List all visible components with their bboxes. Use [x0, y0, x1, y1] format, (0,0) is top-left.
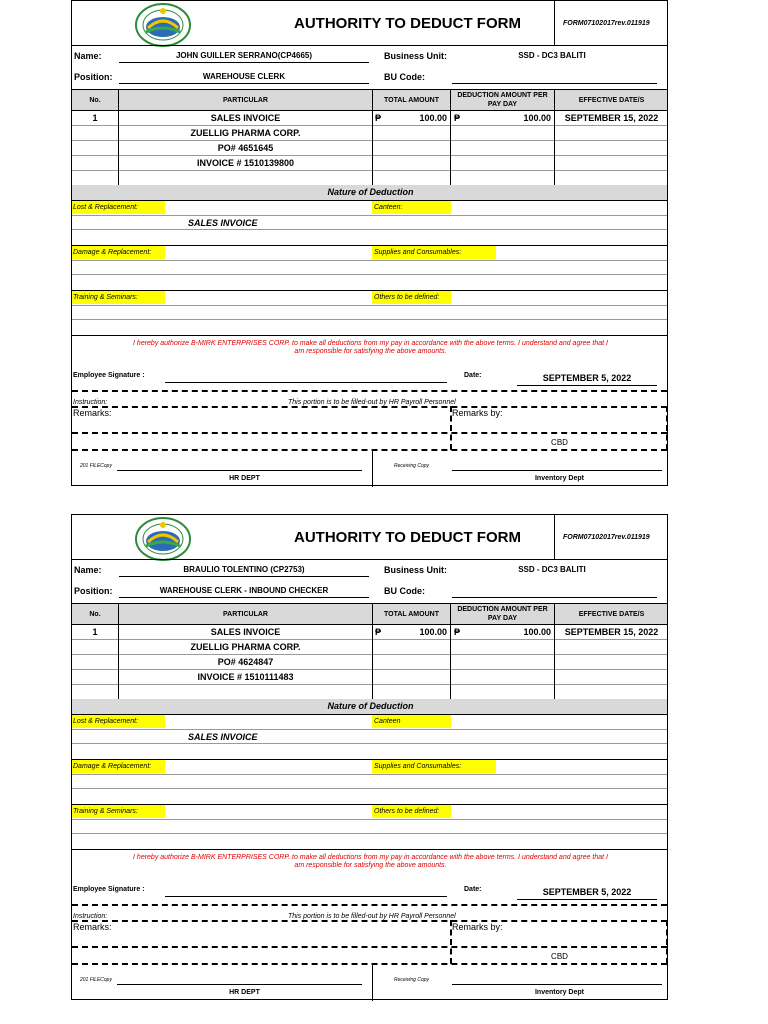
employee-signature-label: Employee Signature : — [73, 372, 145, 379]
company-logo — [134, 2, 192, 48]
lost-replacement-label: Lost & Replacement: — [73, 718, 138, 725]
cbd-label: CBD — [551, 438, 568, 447]
canteen-label: Canteen — [374, 718, 401, 725]
training-seminars-label: Training & Seminars: — [73, 808, 138, 815]
header-particular: PARTICULAR — [223, 97, 268, 104]
instruction-text: This portion is to be filled-out by HR Payroll Personnel — [288, 913, 456, 920]
effective-date-value: SEPTEMBER 15, 2022 — [564, 627, 659, 637]
hr-dept-label: HR DEPT — [229, 475, 260, 482]
inventory-dept-label: Inventory Dept — [534, 475, 584, 482]
instruction-text: This portion is to be filled-out by HR Payroll Personnel — [288, 399, 456, 406]
others-label: Others to be defined: — [374, 294, 440, 301]
nature-of-deduction-label: Nature of Deduction — [327, 701, 414, 711]
training-seminars-label: Training & Seminars: — [73, 294, 138, 301]
nature-of-deduction-label: Nature of Deduction — [327, 187, 414, 197]
particular-line: PO# 4624847 — [217, 657, 274, 667]
position-value: WAREHOUSE CLERK — [202, 72, 286, 81]
header-deduction-line2: PAY DAY — [487, 101, 518, 108]
particular-line: ZUELLIG PHARMA CORP. — [190, 128, 301, 138]
receiving-copy-label: Receiving Copy — [394, 463, 430, 469]
file-copy-label: 201 FILECopy — [80, 977, 112, 983]
currency-symbol: ₱ — [454, 113, 461, 123]
business-unit-value: SSD - DC3 BALITI — [518, 51, 586, 60]
date-value: SEPTEMBER 5, 2022 — [542, 373, 632, 383]
company-logo — [134, 516, 192, 562]
position-label: Position: — [74, 586, 113, 596]
name-value: BRAULIO TOLENTINO (CP2753) — [183, 565, 305, 574]
receiving-copy-label: Receiving Copy — [394, 977, 430, 983]
particular-line: INVOICE # 1510111483 — [197, 672, 294, 682]
form-code: FORM07102017rev.011919 — [563, 534, 650, 541]
header-deduction-line1: DEDUCTION AMOUNT PER — [457, 606, 548, 613]
particular-line: SALES INVOICE — [210, 113, 281, 123]
particular-line: INVOICE # 1510139800 — [196, 158, 295, 168]
header-effective: EFFECTIVE DATE/S — [578, 97, 645, 104]
date-label: Date: — [464, 372, 482, 379]
remarks-by-label: Remarks by: — [452, 922, 503, 932]
bu-code-label: BU Code: — [384, 586, 425, 596]
authorization-text: am responsible for satisfying the above amounts. — [294, 862, 447, 869]
date-value: SEPTEMBER 5, 2022 — [542, 887, 632, 897]
total-amount-value: 100.00 — [419, 113, 447, 123]
currency-symbol: ₱ — [375, 627, 382, 637]
business-unit-label: Business Unit: — [384, 51, 448, 61]
header-total-amount: TOTAL AMOUNT — [384, 97, 439, 104]
total-amount-value: 100.00 — [419, 627, 447, 637]
inventory-dept-label: Inventory Dept — [534, 989, 584, 996]
business-unit-label: Business Unit: — [384, 565, 448, 575]
remarks-label: Remarks: — [73, 408, 112, 418]
deduction-amount-value: 100.00 — [523, 113, 551, 123]
particular-line: PO# 4651645 — [217, 143, 274, 153]
remarks-label: Remarks: — [73, 922, 112, 932]
lost-replacement-value: SALES INVOICE — [188, 218, 258, 228]
effective-date-value: SEPTEMBER 15, 2022 — [564, 113, 659, 123]
authorization-text: am responsible for satisfying the above amounts. — [294, 348, 447, 355]
currency-symbol: ₱ — [454, 627, 461, 637]
currency-symbol: ₱ — [375, 113, 382, 123]
name-label: Name: — [74, 565, 102, 575]
canteen-label: Canteen: — [374, 204, 403, 211]
form-title: AUTHORITY TO DEDUCT FORM — [294, 529, 521, 546]
damage-replacement-label: Damage & Replacement: — [73, 763, 152, 770]
remarks-by-label: Remarks by: — [452, 408, 503, 418]
deduction-amount-value: 100.00 — [523, 627, 551, 637]
form-code: FORM07102017rev.011919 — [563, 20, 650, 27]
cbd-label: CBD — [551, 952, 568, 961]
authority-to-deduct-form — [71, 514, 668, 1000]
employee-signature-label: Employee Signature : — [73, 886, 145, 893]
supplies-consumables-label: Supplies and Consumables: — [374, 763, 462, 770]
lost-replacement-value: SALES INVOICE — [188, 732, 258, 742]
row-no: 1 — [92, 113, 98, 123]
lost-replacement-label: Lost & Replacement: — [73, 204, 138, 211]
bu-code-label: BU Code: — [384, 72, 425, 82]
particular-line: SALES INVOICE — [210, 627, 281, 637]
header-deduction-line1: DEDUCTION AMOUNT PER — [457, 92, 548, 99]
header-particular: PARTICULAR — [223, 611, 268, 618]
form-title: AUTHORITY TO DEDUCT FORM — [294, 15, 521, 32]
damage-replacement-label: Damage & Replacement: — [73, 249, 152, 256]
header-effective: EFFECTIVE DATE/S — [578, 611, 645, 618]
particular-line: ZUELLIG PHARMA CORP. — [190, 642, 301, 652]
hr-dept-label: HR DEPT — [229, 989, 260, 996]
business-unit-value: SSD - DC3 BALITI — [518, 565, 586, 574]
authorization-text: I hereby authorize B-MIRK ENTERPRISES CORP. to make all deductions from my pay in accordance with the above terms. I understand and agree that I — [133, 854, 608, 861]
instruction-label: Instruction: — [73, 913, 108, 920]
row-no: 1 — [92, 627, 98, 637]
header-deduction-line2: PAY DAY — [487, 615, 518, 622]
instruction-label: Instruction: — [73, 399, 108, 406]
authority-to-deduct-form — [71, 0, 668, 486]
supplies-consumables-label: Supplies and Consumables: — [374, 249, 462, 256]
authorization-text: I hereby authorize B-MIRK ENTERPRISES CORP. to make all deductions from my pay in accordance with the above terms. I understand and agree that I — [133, 340, 608, 347]
name-value: JOHN GUILLER SERRANO(CP4665) — [175, 51, 313, 60]
header-total-amount: TOTAL AMOUNT — [384, 611, 439, 618]
others-label: Others to be defined: — [374, 808, 440, 815]
position-label: Position: — [74, 72, 113, 82]
name-label: Name: — [74, 51, 102, 61]
header-no: No. — [89, 611, 101, 618]
file-copy-label: 201 FILECopy — [80, 463, 112, 469]
date-label: Date: — [464, 886, 482, 893]
header-no: No. — [89, 97, 101, 104]
position-value: WAREHOUSE CLERK - INBOUND CHECKER — [159, 586, 329, 595]
